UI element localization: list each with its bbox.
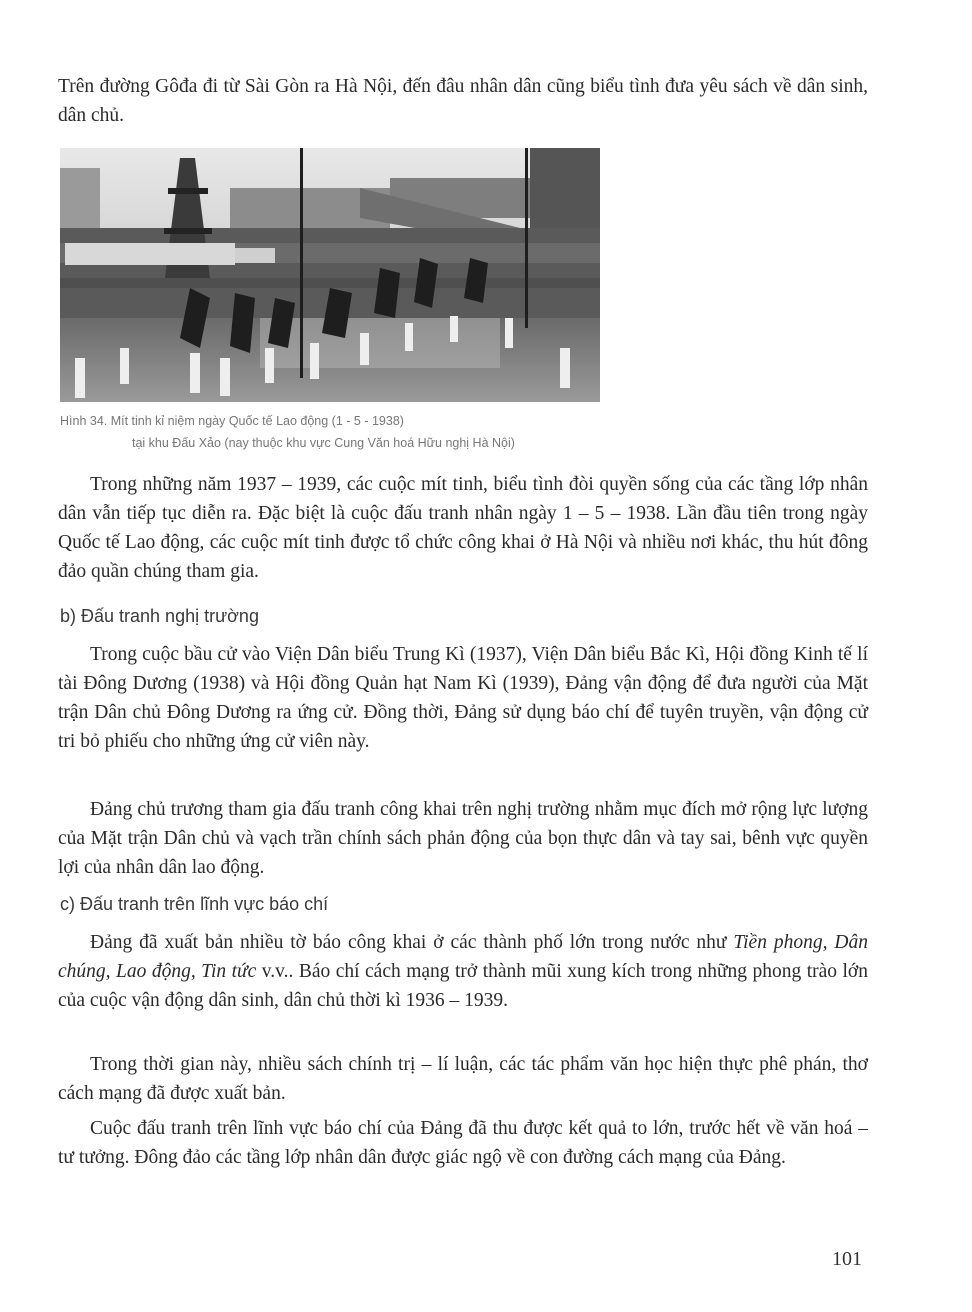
paragraph-publications: Trong thời gian này, nhiều sách chính trị – lí luận, các tác phẩm văn học hiện thực phê phán, thơ cách mạng đã được xuất bản.	[58, 1054, 868, 1104]
intro-paragraph: Trên đường Gôđa đi từ Sài Gòn ra Hà Nội, đến đâu nhân dân cũng biểu tình đưa yêu sách về dân sinh, dân chủ.	[58, 76, 868, 126]
paragraph-results: Cuộc đấu tranh trên lĩnh vực báo chí của Đảng đã thu được kết quả to lớn, trước hết về văn hoá – tư tưởng. Đông đảo các tầng lớp nhân dân được giác ngộ về con đường cách mạng của Đảng.	[58, 1118, 868, 1168]
paragraph-newspapers	[58, 928, 868, 1015]
page-number: 101	[832, 1248, 862, 1270]
figure-34-photo	[60, 148, 600, 402]
figure-caption-line-1: Hình 34. Mít tinh kỉ niệm ngày Quốc tế Lao động (1 - 5 - 1938)	[60, 414, 404, 428]
section-heading-b: b) Đấu tranh nghị trường	[60, 606, 259, 626]
newspapers-text-pre: Đảng đã xuất bản nhiều tờ báo công khai ở các thành phố lớn trong nước như	[90, 932, 734, 953]
newspapers-text-post: v.v.. Báo chí cách mạng trở thành mũi xung kích trong những phong trào lớn của cuộc vận động dân sinh, dân chủ thời kì 1936 – 1939.	[58, 961, 868, 1011]
paragraph-elections: Trong cuộc bầu cử vào Viện Dân biểu Trung Kì (1937), Viện Dân biểu Bắc Kì, Hội đồng Kinh tế lí tài Đông Dương (1938) và Hội đồng Quản hạt Nam Kì (1939), Đảng vận động để đưa người của Mặt trận Dân chủ Đông Dương ra ứng cử. Đồng thời, Đảng sử dụng báo chí để tuyên truyền, vận động cử tri bỏ phiếu cho những ứng cử viên này.	[58, 644, 868, 752]
rally-photo-illustration	[60, 148, 600, 402]
newspaper-titles: Tiền phong, Dân chúng, Lao động, Tin tức	[58, 932, 868, 982]
paragraph-rallies: Trong những năm 1937 – 1939, các cuộc mít tinh, biểu tình đòi quyền sống của các tầng lớp nhân dân vẫn tiếp tục diễn ra. Đặc biệt là cuộc đấu tranh nhân ngày 1 – 5 – 1938. Lần đầu tiên trong ngày Quốc tế Lao động, các cuộc mít tinh được tổ chức công khai ở Hà Nội và nhiều nơi khác, thu hút đông đảo quần chúng tham gia.	[58, 474, 868, 582]
paragraph-parliament-struggle: Đảng chủ trương tham gia đấu tranh công khai trên nghị trường nhằm mục đích mở rộng lực lượng của Mặt trận Dân chủ và vạch trần chính sách phản động của bọn thực dân và tay sai, bênh vực quyền lợi của nhân dân lao động.	[58, 799, 868, 878]
section-heading-c: c) Đấu tranh trên lĩnh vực báo chí	[60, 894, 329, 914]
figure-caption	[60, 410, 515, 454]
figure-caption-line-2: tại khu Đấu Xảo (nay thuộc khu vực Cung Văn hoá Hữu nghị Hà Nội)	[132, 436, 515, 450]
